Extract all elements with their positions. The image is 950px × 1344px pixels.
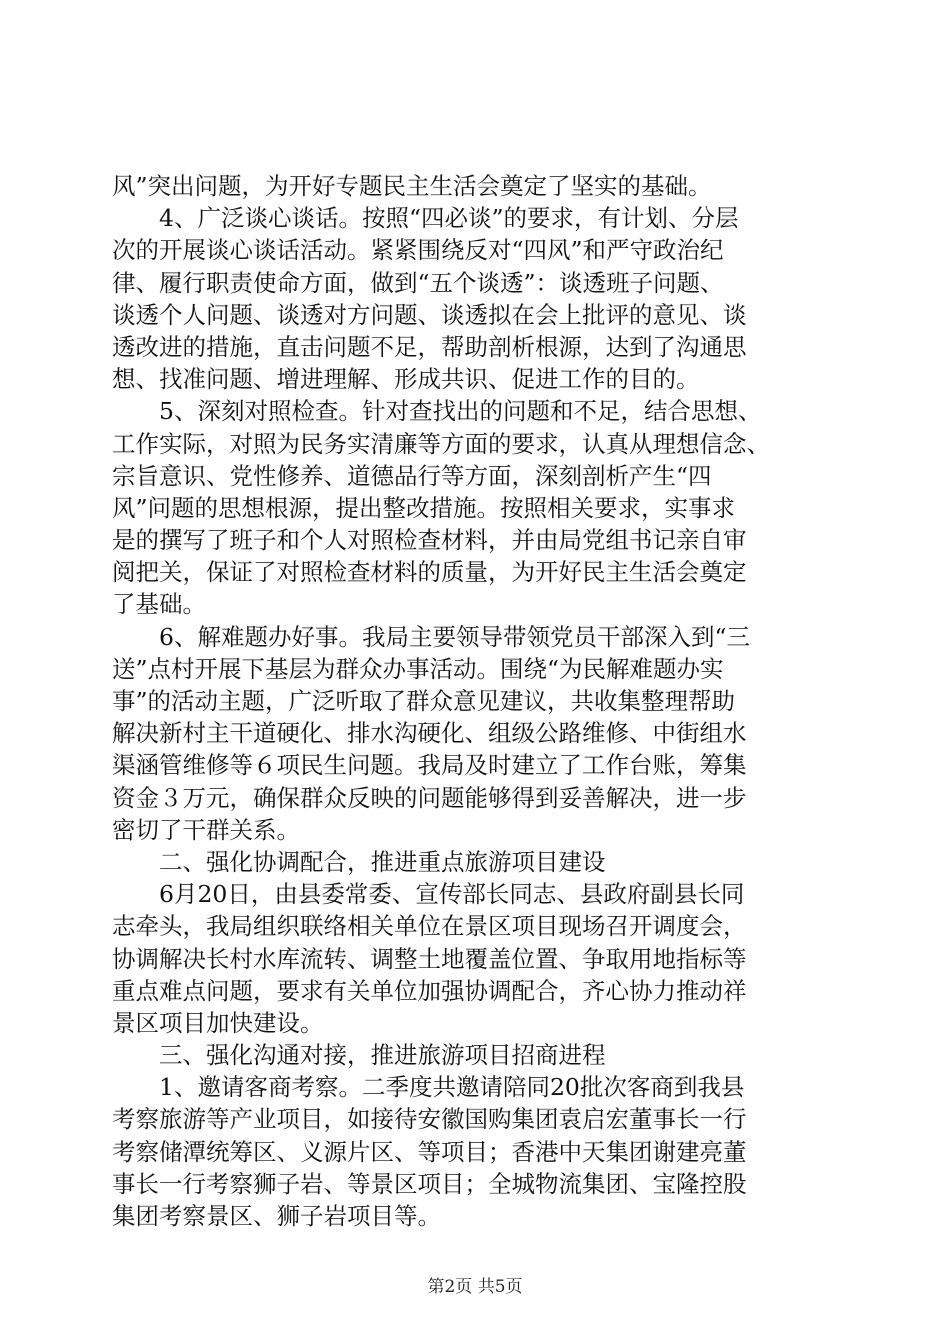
paragraph-heading: 5、深刻对照检查。针对查找出的问题和不足，结合思想、: [159, 397, 762, 426]
text-line: 风”问题的思想根源，提出整改措施。按照相关要求，实事求: [112, 493, 736, 522]
text-line: 重点难点问题，要求有关单位加强协调配合，齐心协力推动祥: [112, 976, 747, 1005]
text-line: 渠涵管维修等６项民生问题。我局及时建立了工作台账，筹集: [112, 751, 747, 780]
page-number-footer: 第2页 共5页: [427, 1277, 523, 1297]
paragraph-start: 6月20日，由县委常委、宣传部长同志、县政府副县长同: [159, 880, 745, 909]
text-line: 风”突出问题，为开好专题民主生活会奠定了坚实的基础。: [112, 172, 712, 200]
text-line: 考察储潭统筹区、义源片区、等项目；香港中天集团谢建亮董: [112, 1137, 747, 1166]
text-line: 送”点村开展下基层为群众办事活动。围绕“为民解难题办实: [112, 654, 724, 683]
text-line: 密切了干群关系。: [112, 815, 300, 844]
text-line: 透改进的措施，直击问题不足，帮助剖析根源，达到了沟通思: [112, 332, 747, 361]
document-body: [112, 170, 846, 1232]
section-heading: 三、强化沟通对接，推进旅游项目招商进程: [159, 1041, 606, 1070]
text-line: 是的撰写了班子和个人对照检查材料，并由局党组书记亲自审: [112, 526, 747, 555]
text-line: 资金３万元，确保群众反映的问题能够得到妥善解决，进一步: [112, 783, 747, 812]
paragraph-heading: 1、邀请客商考察。二季度共邀请陪同20批次客商到我县: [159, 1073, 745, 1102]
paragraph-heading: 6、解难题办好事。我局主要领导带领党员干部深入到“三: [159, 622, 750, 651]
text-line: 律、履行职责使命方面，做到“五个谈透”：谈透班子问题、: [112, 268, 724, 297]
text-line: 宗旨意识、党性修养、道德品行等方面，深刻剖析产生“四: [112, 461, 712, 490]
text-line: 阅把关，保证了对照检查材料的质量，为开好民主生活会奠定: [112, 558, 747, 587]
text-line: 次的开展谈心谈话活动。紧紧围绕反对“四风”和严守政治纪: [112, 236, 724, 265]
text-line: 事长一行考察狮子岩、等景区项目；全城物流集团、宝隆控股: [112, 1169, 747, 1198]
text-line: 工作实际，对照为民务实清廉等方面的要求，认真从理想信念、: [112, 429, 770, 458]
text-line: 解决新村主干道硬化、排水沟硬化、组级公路维修、中街组水: [112, 719, 747, 748]
section-heading: 二、强化协调配合，推进重点旅游项目建设: [159, 847, 606, 876]
text-line: 景区项目加快建设。: [112, 1008, 324, 1037]
text-line: 事”的活动主题，广泛听取了群众意见建议，共收集整理帮助: [112, 687, 736, 715]
text-line: 了基础。: [112, 590, 206, 619]
paragraph-heading: 4、广泛谈心谈话。按照“四必谈”的要求，有计划、分层: [159, 204, 739, 233]
text-line: 考察旅游等产业项目，如接待安徽国购集团袁启宏董事长一行: [112, 1105, 747, 1134]
text-line: 集团考察景区、狮子岩项目等。: [112, 1202, 441, 1230]
text-line: 谈透个人问题、谈透对方问题、谈透拟在会上批评的意见、谈: [112, 300, 747, 329]
text-line: 协调解决长村水库流转、调整土地覆盖位置、争取用地指标等: [112, 944, 747, 973]
text-line: 想、找准问题、增进理解、形成共识、促进工作的目的。: [112, 365, 700, 394]
text-line: 志牵头，我局组织联络相关单位在景区项目现场召开调度会，: [112, 912, 747, 941]
